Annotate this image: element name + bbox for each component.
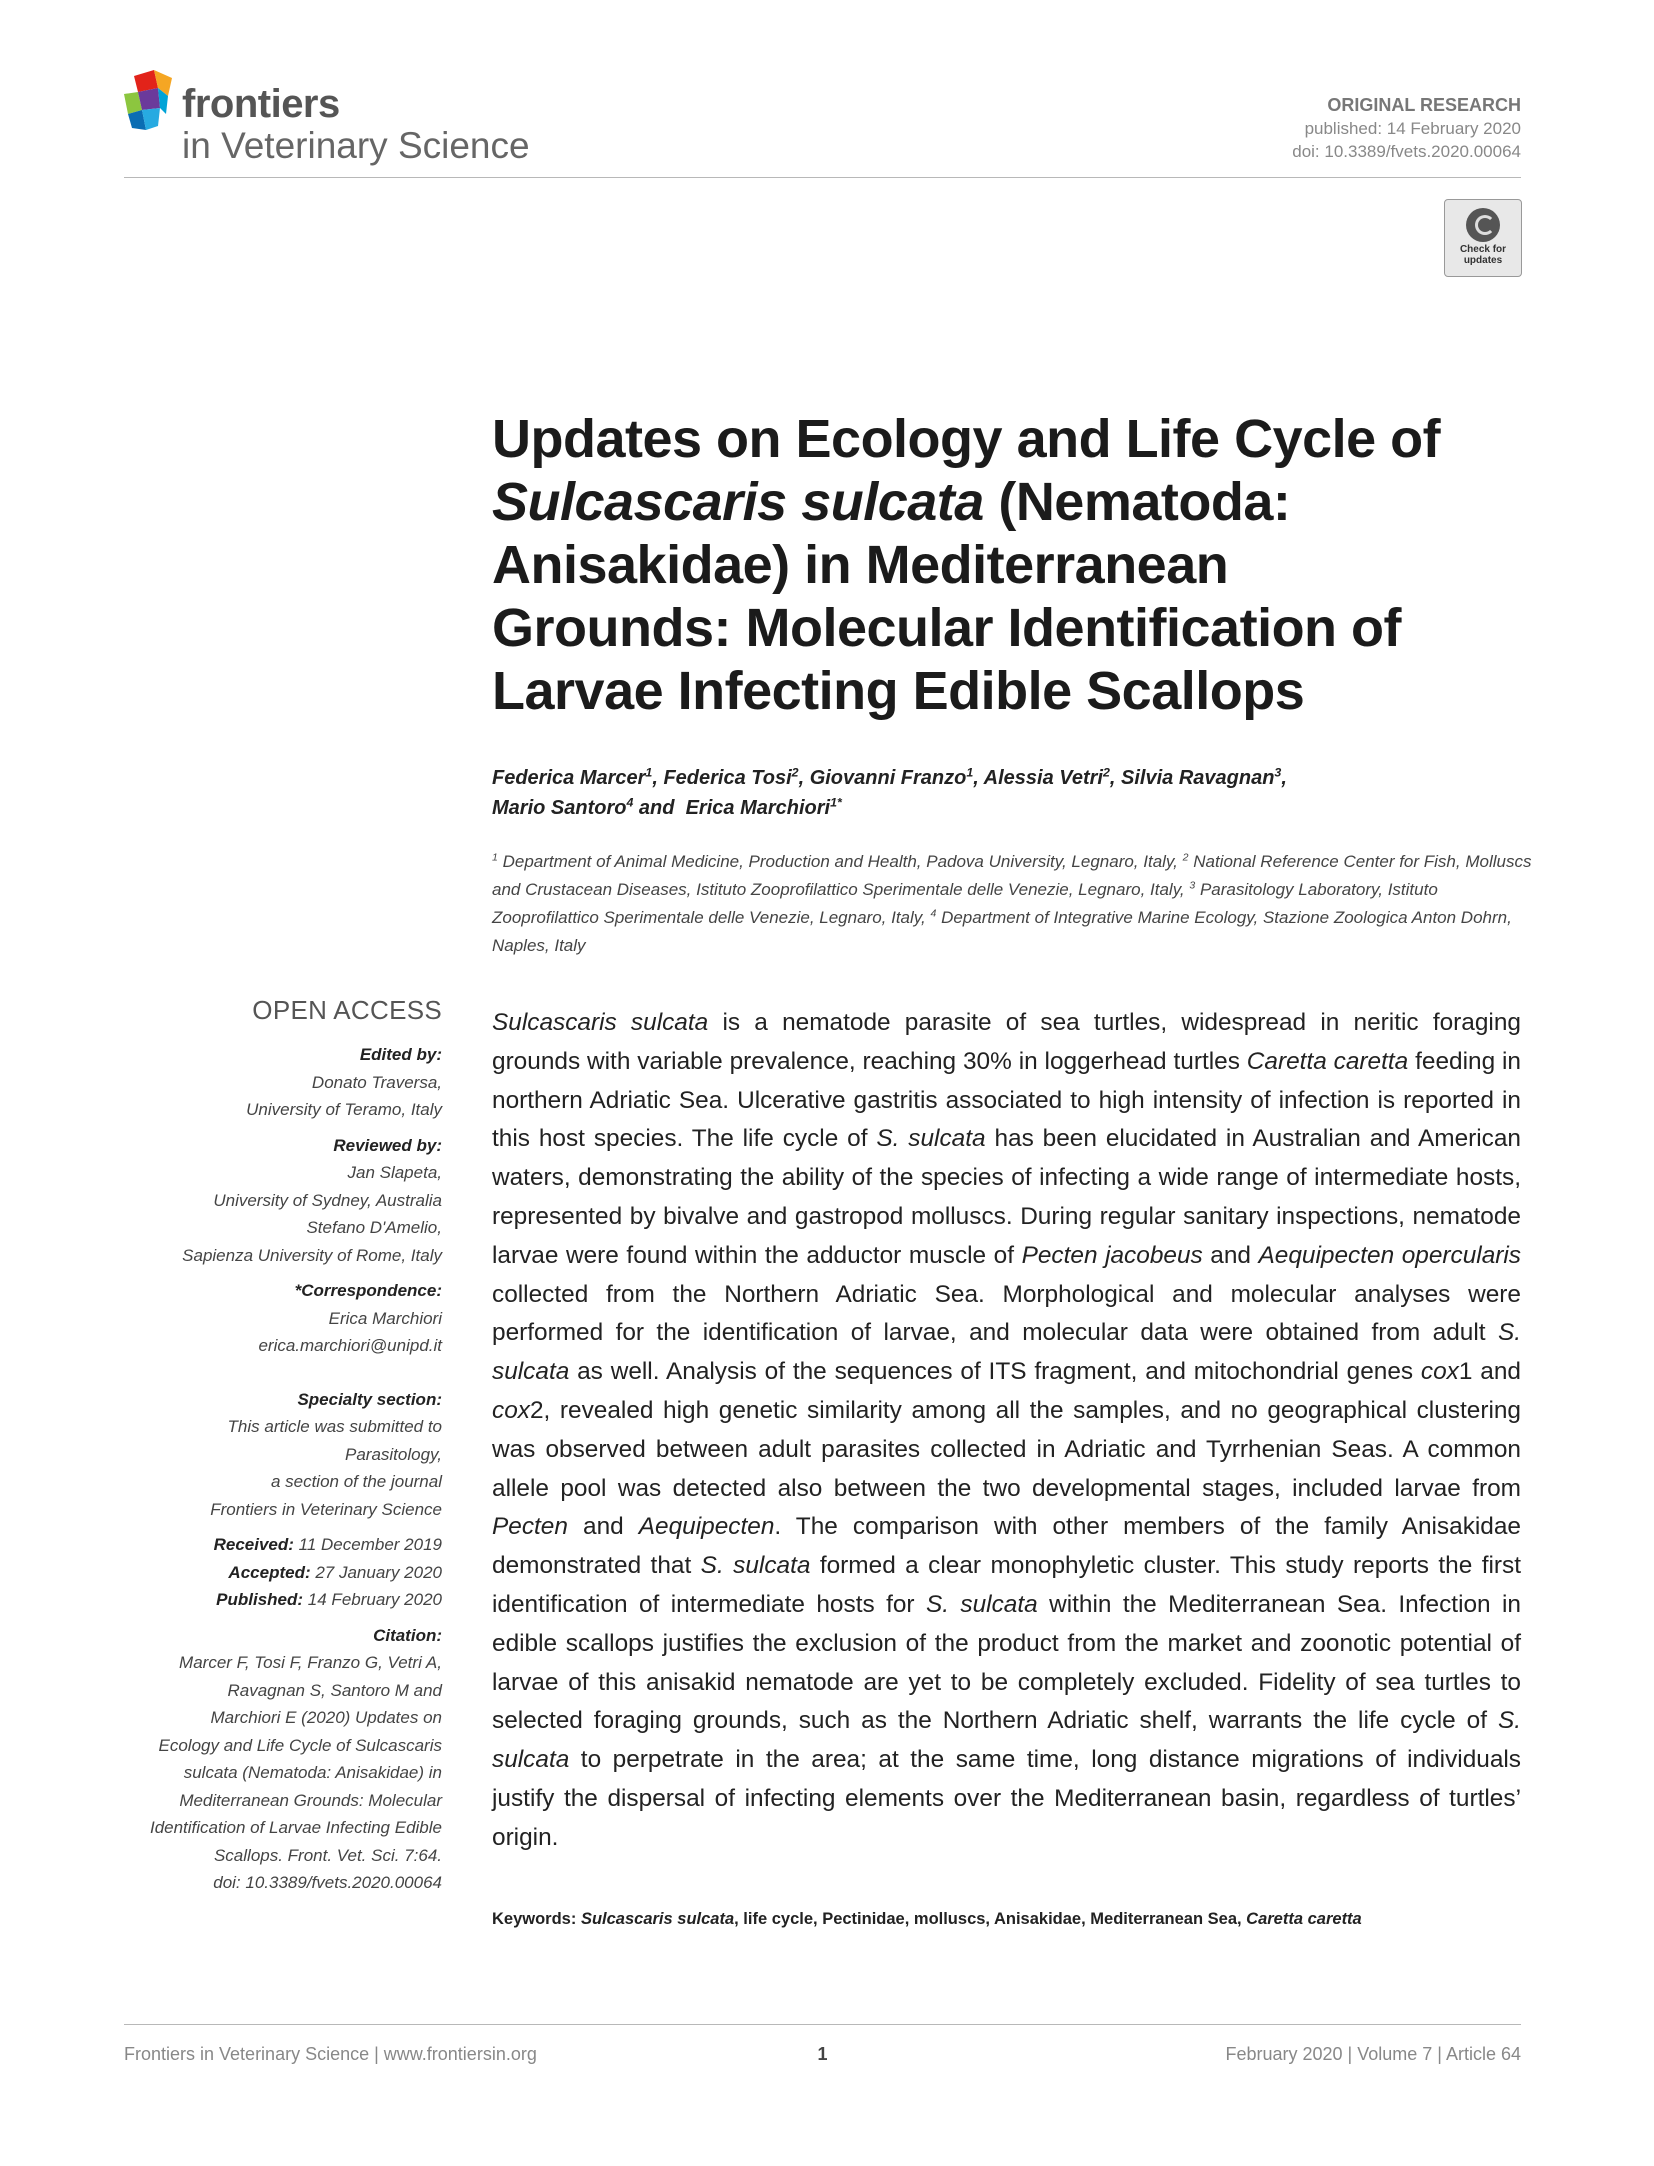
text-run: formed a clear monophyletic cluster. This study reports the first identification of intermediate hosts for: [492, 1552, 1521, 1618]
keywords-list: [576, 1910, 1361, 1928]
citation-section: [124, 1622, 442, 1897]
text-run: 2, revealed high genetic similarity among all the samples, and no geographical clustering was observed between adult parasites collected in Adriatic and Tyrrhenian Seas. A common allele pool was detected also between the two developmental stages, included larvae from: [492, 1396, 1521, 1502]
editor-line: Donato Traversa,: [311, 1072, 442, 1092]
affiliation-text: National Reference Center for Fish, Molluscs and Crustacean Diseases, Istituto Zooprofilattico Sperimentale delle Venezie, Legnaro, Italy,: [492, 852, 1532, 899]
text-run: collected from the Northern Adriatic Sea. Morphological and molecular analyses were performed for the identification of larvae, and molecular data were obtained from adult: [492, 1280, 1521, 1347]
citation-line: Marchiori E (2020) Updates on: [210, 1708, 442, 1727]
citation-line: Ecology and Life Cycle of Sulcascaris: [158, 1735, 442, 1755]
title-line: (Nematoda:: [983, 472, 1291, 532]
italic-term: S. sulcata: [492, 1319, 1521, 1386]
italic-term: Aequipecten: [638, 1513, 775, 1541]
article-sidebar: [124, 993, 442, 1905]
reviewer-line: Sapienza University of Rome, Italy: [182, 1245, 442, 1265]
affiliation-number: 1: [492, 851, 498, 864]
citation-line: Scallops. Front. Vet. Sci. 7:64.: [213, 1845, 442, 1865]
citation-doi-link[interactable]: doi: 10.3389/fvets.2020.00064: [213, 1873, 442, 1892]
affiliation-text: Parasitology Laboratory, Istituto Zooprofilattico Sperimentale delle Venezie, Legnaro, Italy,: [492, 880, 1438, 927]
author-name[interactable]: Alessia Vetri: [983, 767, 1103, 789]
received-date: [124, 1531, 442, 1559]
check-for-updates-button[interactable]: [1444, 199, 1522, 277]
author-affiliation-ref: 2: [791, 765, 799, 780]
affiliation-number: 4: [930, 907, 937, 920]
citation-line: Identification of Larvae Infecting Edible: [149, 1818, 442, 1837]
title-line: Updates on Ecology and Life Cycle of: [492, 409, 1441, 469]
author-affiliation-ref: 1: [645, 765, 653, 780]
title-line: Larvae Infecting Edible Scallops: [492, 661, 1305, 721]
author-affiliation-ref: 1*: [830, 795, 842, 810]
author-separator: ,: [798, 767, 810, 789]
correspondence-name: Erica Marchiori: [328, 1308, 442, 1328]
italic-term: Caretta caretta: [1246, 1047, 1409, 1075]
italic-term: S. sulcata: [925, 1590, 1038, 1618]
text-run: to perpetrate in the area; at the same time, long distance migrations of individuals justify the dispersal of infecting elements over the Mediterranean basin, regardless of turtles’ origin.: [492, 1746, 1521, 1851]
author-affiliation-ref: 3: [1274, 765, 1282, 780]
reviewer-line: Stefano D'Amelio,: [306, 1218, 442, 1237]
reviewed-by-label: Reviewed by:: [333, 1135, 442, 1155]
check-updates-label: Check for updates: [1459, 244, 1507, 266]
text-run: has been elucidated in Australian and American waters, demonstrating the ability of the species of infecting a wide range of intermediate hosts, represented by bivalve and gastropod molluscs. During regular sanitary inspections, nematode larvae were found within the adductor muscle of: [492, 1125, 1521, 1269]
footer-rule: [124, 2024, 1521, 2025]
specialty-line: This article was submitted to: [227, 1417, 442, 1436]
text-run: . The comparison with other members of the family Anisakidae demonstrated that: [492, 1513, 1521, 1580]
author-name[interactable]: Mario Santoro: [492, 797, 627, 819]
published-value: 14 February 2020: [307, 1590, 442, 1609]
text-run: as well. Analysis of the sequences of ITS fragment, and mitochondrial genes: [569, 1358, 1421, 1386]
editor-line: University of Teramo, Italy: [246, 1100, 442, 1119]
frontiers-logo-icon: [124, 70, 176, 132]
accepted-value: 27 January 2020: [315, 1562, 442, 1582]
italic-term: Caretta caretta: [1246, 1910, 1362, 1928]
accepted-label: Accepted:: [228, 1562, 311, 1582]
text-run: is a nematode parasite of sea turtles, widespread in neritic foraging grounds with variable prevalence, reaching 30% in loggerhead turtles: [492, 1009, 1521, 1075]
correspondence-section: [124, 1277, 442, 1360]
title-species: Sulcascaris sulcata: [492, 472, 984, 532]
text-run: within the Mediterranean Sea. Infection in edible scallops justifies the exclusion of the product from the market and zoonotic potential of larvae of this anisakid nematode are yet to be completely excluded. Fidelity of sea turtles to selected foraging grounds, such as the Northern Adriatic shelf, warrants the life cycle of: [492, 1590, 1521, 1735]
italic-term: Pecten: [492, 1513, 568, 1541]
reviewer-line: Jan Slapeta,: [347, 1163, 442, 1182]
italic-term: S. sulcata: [700, 1552, 811, 1580]
citation-line: Marcer F, Tosi F, Franzo G, Vetri A,: [179, 1653, 442, 1672]
journal-logo: [124, 70, 544, 170]
author-separator: and: [633, 797, 681, 819]
page-number: 1: [817, 2044, 828, 2064]
article-meta-header: [1292, 94, 1521, 163]
affiliation-text: Department of Animal Medicine, Production and Health, Padova University, Legnaro, Italy,: [497, 852, 1183, 871]
received-value: 11 December 2019: [298, 1535, 442, 1554]
text-run: and: [567, 1513, 639, 1541]
author-name[interactable]: Federica Marcer: [492, 767, 646, 789]
affiliation-number: 3: [1189, 879, 1196, 892]
author-name[interactable]: Erica Marchiori: [685, 797, 831, 819]
author-separator: ,: [1281, 767, 1287, 789]
check-updates-icon: [1466, 208, 1500, 242]
correspondence-email-link[interactable]: erica.marchiori@unipd.it: [258, 1336, 442, 1355]
citation-line: Mediterranean Grounds: Molecular: [179, 1790, 442, 1810]
published-date-sidebar: [124, 1586, 442, 1614]
affiliation-text: Department of Integrative Marine Ecology, Stazione Zoologica Anton Dohrn, Naples, Italy: [492, 908, 1512, 955]
reviewed-by-section: [124, 1132, 442, 1270]
text-run: 1 and: [1458, 1358, 1521, 1386]
article-title: [492, 408, 1532, 723]
affiliation-number: 2: [1182, 851, 1189, 864]
text-run: , life cycle, Pectinidae, molluscs, Anisakidae, Mediterranean Sea,: [734, 1910, 1247, 1928]
article-doi: doi: 10.3389/fvets.2020.00064: [1292, 142, 1521, 161]
logo-journal-name: in Veterinary Science: [182, 125, 530, 166]
author-affiliation-ref: 1: [966, 765, 974, 780]
specialty-label: Specialty section:: [297, 1389, 442, 1409]
title-line: Anisakidae) in Mediterranean: [492, 535, 1229, 595]
citation-line: sulcata (Nematoda: Anisakidae) in: [183, 1763, 442, 1782]
author-separator: ,: [973, 767, 984, 789]
citation-label: Citation:: [373, 1625, 442, 1645]
author-list: [492, 763, 1532, 823]
edited-by-label: Edited by:: [359, 1045, 442, 1064]
author-affiliation-ref: 2: [1102, 765, 1110, 780]
dates-section: [124, 1531, 442, 1614]
author-affiliation-ref: 4: [626, 795, 634, 810]
edited-by-section: [124, 1041, 442, 1124]
specialty-line: a section of the journal: [270, 1472, 442, 1491]
author-name[interactable]: Federica Tosi: [663, 767, 792, 789]
citation-line: Ravagnan S, Santoro M and: [227, 1680, 442, 1700]
title-line: Grounds: Molecular Identification of: [492, 598, 1402, 658]
article-type: ORIGINAL RESEARCH: [1327, 95, 1521, 115]
text-run: and: [1202, 1241, 1259, 1269]
abstract-text: [492, 1004, 1521, 1858]
published-date: published: 14 February 2020: [1304, 119, 1521, 138]
italic-term: cox: [492, 1396, 530, 1424]
italic-term: Aequipecten opercularis: [1258, 1241, 1521, 1269]
accepted-date: [124, 1559, 442, 1587]
author-name[interactable]: Silvia Ravagnan: [1121, 767, 1275, 789]
keywords-label: Keywords:: [492, 1910, 577, 1928]
specialty-section: [124, 1386, 442, 1524]
italic-term: Sulcascaris sulcata: [580, 1910, 735, 1928]
open-access-label: OPEN ACCESS: [252, 995, 442, 1025]
italic-term: S. sulcata: [876, 1125, 986, 1153]
text-run: feeding in northern Adriatic Sea. Ulcerative gastritis associated to high intensity of infection is reported in this host species. The life cycle of: [492, 1047, 1521, 1153]
affiliations: [492, 848, 1532, 960]
author-separator: ,: [1109, 767, 1122, 789]
logo-brand-text: frontiers: [182, 82, 340, 126]
specialty-line: Parasitology,: [344, 1444, 442, 1464]
author-separator: ,: [652, 767, 664, 789]
author-name[interactable]: Giovanni Franzo: [809, 767, 967, 789]
keywords: [492, 1906, 1532, 1932]
italic-term: Pecten jacobeus: [1021, 1241, 1203, 1269]
correspondence-label: *Correspondence:: [294, 1281, 442, 1300]
footer-issue-info: February 2020 | Volume 7 | Article 64: [1225, 2044, 1521, 2064]
received-label: Received:: [213, 1535, 294, 1554]
header-rule: [124, 177, 1521, 178]
italic-term: S. sulcata: [492, 1707, 1521, 1774]
reviewer-line: University of Sydney, Australia: [213, 1190, 442, 1210]
footer-journal-link[interactable]: Frontiers in Veterinary Science | www.frontiersin.org: [124, 2044, 537, 2064]
specialty-line: Frontiers in Veterinary Science: [210, 1499, 442, 1519]
published-label: Published:: [216, 1590, 304, 1609]
italic-term: cox: [1420, 1358, 1459, 1386]
italic-term: Sulcascaris sulcata: [492, 1009, 709, 1036]
